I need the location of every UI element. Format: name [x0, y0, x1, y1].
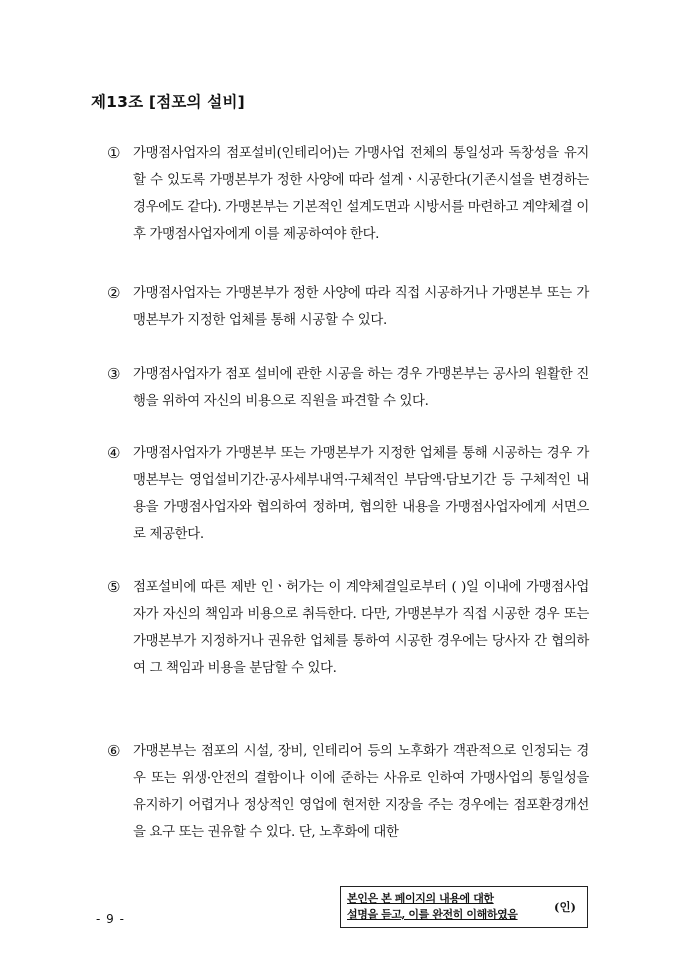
clause-2	[107, 280, 589, 334]
clause-6	[107, 738, 589, 846]
seal-field[interactable]: (인)	[554, 900, 576, 914]
clause-number: ⑤	[107, 578, 121, 596]
clause-4	[107, 440, 589, 548]
clause-5	[107, 574, 589, 682]
clause-3	[107, 361, 589, 415]
clause-number: ⑥	[107, 742, 121, 760]
clause-number: ④	[107, 444, 121, 462]
page-number: - 9 -	[96, 912, 125, 926]
clause-number: ②	[107, 284, 121, 302]
clause-text: 가맹점사업자는 가맹본부가 정한 사양에 따라 직접 시공하거나 가맹본부 또는 가맹본부가 지정한 업체를 통해 시공할 수 있다.	[133, 286, 589, 328]
confirmation-statement	[347, 891, 543, 923]
article-title: 제13조 [점포의 설비]	[91, 93, 245, 111]
clause-text: 가맹점사업자가 가맹본부 또는 가맹본부가 지정한 업체를 통해 시공하는 경우 가맹본부는 영업설비기간·공사세부내역·구체적인 부담액·담보기간 등 구체적인 내용을 가맹점사업자와 협의하여 정하며, 협의한 내용을 가맹점사업자에게 서면으로 제공한다.	[133, 446, 589, 542]
clause-text: 가맹점사업자가 점포 설비에 관한 시공을 하는 경우 가맹본부는 공사의 원활한 진행을 위하여 자신의 비용으로 직원을 파견할 수 있다.	[133, 367, 589, 409]
clause-number: ①	[107, 144, 121, 162]
confirmation-line-1: 본인은 본 페이지의 내용에 대한	[347, 892, 494, 905]
clause-1	[107, 140, 589, 248]
clause-text: 점포설비에 따른 제반 인ㆍ허가는 이 계약체결일로부터 ( )일 이내에 가맹점사업자가 자신의 책임과 비용으로 취득한다. 다만, 가맹본부가 직접 시공한 경우 또는 가맹본부가 지정하거나 권유한 업체를 통하여 시공한 경우에는 당사자 간 협의하여 그 책임과 비용을 분담할 수 있다.	[133, 580, 589, 676]
clause-text: 가맹본부는 점포의 시설, 장비, 인테리어 등의 노후화가 객관적으로 인정되는 경우 또는 위생·안전의 결함이나 이에 준하는 사유로 인하여 가맹사업의 통일성을 유지하기 어렵거나 정상적인 영업에 현저한 지장을 주는 경우에는 점포환경개선을 요구 또는 권유할 수 있다. 단, 노후화에 대한	[133, 744, 589, 840]
confirmation-line-2: 설명을 듣고, 이를 완전히 이해하였음	[347, 908, 518, 921]
clause-number: ③	[107, 365, 121, 383]
confirmation-box	[340, 886, 588, 928]
clause-text: 가맹점사업자의 점포설비(인테리어)는 가맹사업 전체의 통일성과 독창성을 유지할 수 있도록 가맹본부가 정한 사양에 따라 설계ㆍ시공한다(기존시설을 변경하는 경우에도 같다). 가맹본부는 기본적인 설계도면과 시방서를 마련하고 계약체결 이후 가맹점사업자에게 이를 제공하여야 한다.	[133, 146, 589, 242]
